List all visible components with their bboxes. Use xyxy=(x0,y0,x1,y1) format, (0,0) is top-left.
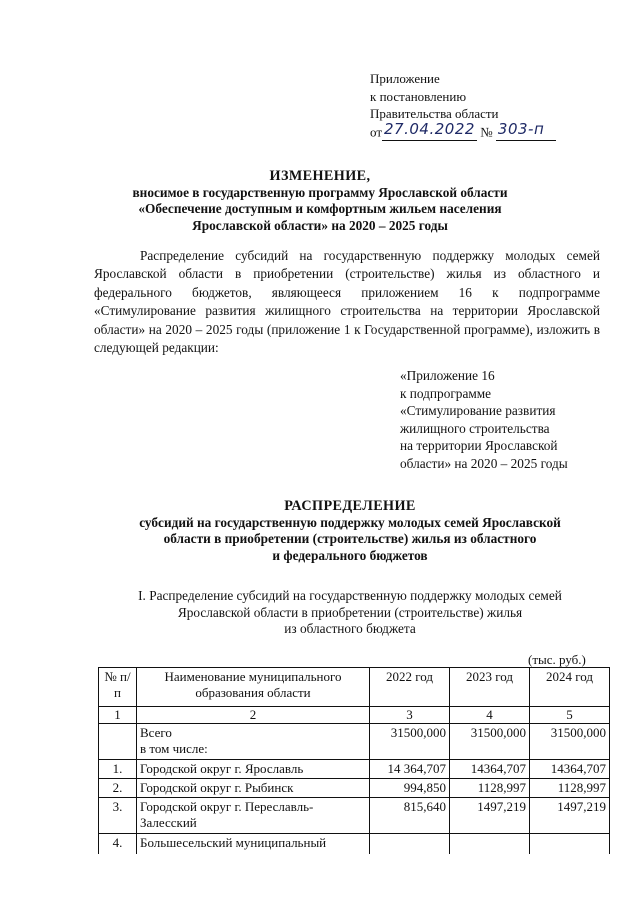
section-line-2: Ярославской области в приобретении (строительстве) жилья xyxy=(177,604,523,620)
row-value-2023: 1128,997 xyxy=(450,779,530,798)
quoted-appendix-block xyxy=(400,367,568,472)
column-number-cell: 2 xyxy=(137,707,370,724)
quote-line-1: «Приложение 16 xyxy=(400,368,495,383)
section-line-1: I. Распределение субсидий на государственную поддержку молодых семей xyxy=(138,588,562,603)
handwritten-date: 27.04.2022 xyxy=(384,120,475,138)
row-number-cell: 3. xyxy=(99,798,137,834)
number-sign: № xyxy=(480,124,493,139)
title-line-2: «Обеспечение доступным и комфортным жильем населения xyxy=(138,201,502,216)
header-cell-name: Наименование муниципального образования области xyxy=(137,668,370,707)
row-value-2024: 1497,219 xyxy=(530,798,610,834)
appendix-block xyxy=(370,70,556,141)
row-value-2023: 14364,707 xyxy=(450,760,530,779)
row-value-2022: 815,640 xyxy=(370,798,450,834)
table-row xyxy=(99,779,610,798)
appendix-date-line xyxy=(370,120,556,141)
section-title xyxy=(100,588,600,638)
row-value-2022: 994,850 xyxy=(370,779,450,798)
row-name-cell: Всего в том числе: xyxy=(137,724,370,760)
row-value-2022: 31500,000 xyxy=(370,724,450,760)
quote-line-5: на территории Ярославской xyxy=(400,438,558,453)
title-heading: ИЗМЕНЕНИЕ, xyxy=(269,168,371,184)
table-row xyxy=(99,760,610,779)
column-number-row xyxy=(99,707,610,724)
header-cell-number: № п/п xyxy=(99,668,137,707)
header-cell-2022: 2022 год xyxy=(370,668,450,707)
row-name-cell: Городской округ г. Ярославль xyxy=(137,760,370,779)
row-value-2022 xyxy=(370,834,450,855)
appendix-line-3: Правительства области xyxy=(370,106,499,121)
number-field xyxy=(496,120,556,141)
main-paragraph: Распределение субсидий на государственную поддержку молодых семей Ярославской области в приобретении (строительстве) жилья из областного и федерального бюджетов, являющееся приложением 16 к подпрограмме «Стимулирование развития жилищного строительства на территории Ярославской области» на 2020 – 2025 годы (приложение 1 к Государственной программе), изложить в следующей редакции: xyxy=(94,248,600,356)
handwritten-number: 303-п xyxy=(497,120,545,138)
table-header-row xyxy=(99,668,610,707)
column-number-cell: 4 xyxy=(450,707,530,724)
row-number-cell: 4. xyxy=(99,834,137,855)
date-prefix: от xyxy=(370,124,383,139)
table-row xyxy=(99,798,610,834)
distribution-heading: РАСПРЕДЕЛЕНИЕ xyxy=(284,498,416,514)
row-value-2024: 14364,707 xyxy=(530,760,610,779)
row-number-cell: 1. xyxy=(99,760,137,779)
row-value-2023 xyxy=(450,834,530,855)
row-value-2024 xyxy=(530,834,610,855)
column-number-cell: 1 xyxy=(99,707,137,724)
column-number-cell: 5 xyxy=(530,707,610,724)
units-label: (тыс. руб.) xyxy=(528,652,586,667)
appendix-line-2: к постановлению xyxy=(370,88,467,104)
row-value-2023: 31500,000 xyxy=(450,724,530,760)
appendix-line-1: Приложение xyxy=(370,71,440,86)
row-name-cell: Большесельский муниципальный xyxy=(137,834,370,855)
row-value-2022: 14 364,707 xyxy=(370,760,450,779)
distribution-title xyxy=(60,498,640,564)
column-number-cell: 3 xyxy=(370,707,450,724)
date-field xyxy=(382,120,477,141)
row-value-2024: 31500,000 xyxy=(530,724,610,760)
row-value-2024: 1128,997 xyxy=(530,779,610,798)
header-cell-2023: 2023 год xyxy=(450,668,530,707)
section-line-3: из областного бюджета xyxy=(284,621,416,636)
document-title xyxy=(60,168,580,234)
subsidy-table xyxy=(98,667,610,854)
row-value-2023: 1497,219 xyxy=(450,798,530,834)
distribution-line-3: и федерального бюджетов xyxy=(272,547,428,563)
quote-line-6: области» на 2020 – 2025 годы xyxy=(400,455,568,471)
row-number-cell xyxy=(99,724,137,760)
table-row xyxy=(99,834,610,855)
title-line-3: Ярославской области» на 2020 – 2025 годы xyxy=(192,217,448,233)
quote-line-4: жилищного строительства xyxy=(400,420,550,436)
quote-line-3: «Стимулирование развития xyxy=(400,403,556,418)
row-number-cell: 2. xyxy=(99,779,137,798)
title-line-1: вносимое в государственную программу Ярославской области xyxy=(132,184,508,200)
header-cell-2024: 2024 год xyxy=(530,668,610,707)
table-row xyxy=(99,724,610,760)
quote-line-2: к подпрограмме xyxy=(400,385,492,401)
row-name-cell: Городской округ г. Переславль- Залесский xyxy=(137,798,370,834)
row-name-cell: Городской округ г. Рыбинск xyxy=(137,779,370,798)
distribution-line-1: субсидий на государственную поддержку молодых семей Ярославской xyxy=(139,514,561,530)
distribution-line-2: области в приобретении (строительстве) жилья из областного xyxy=(163,531,537,546)
